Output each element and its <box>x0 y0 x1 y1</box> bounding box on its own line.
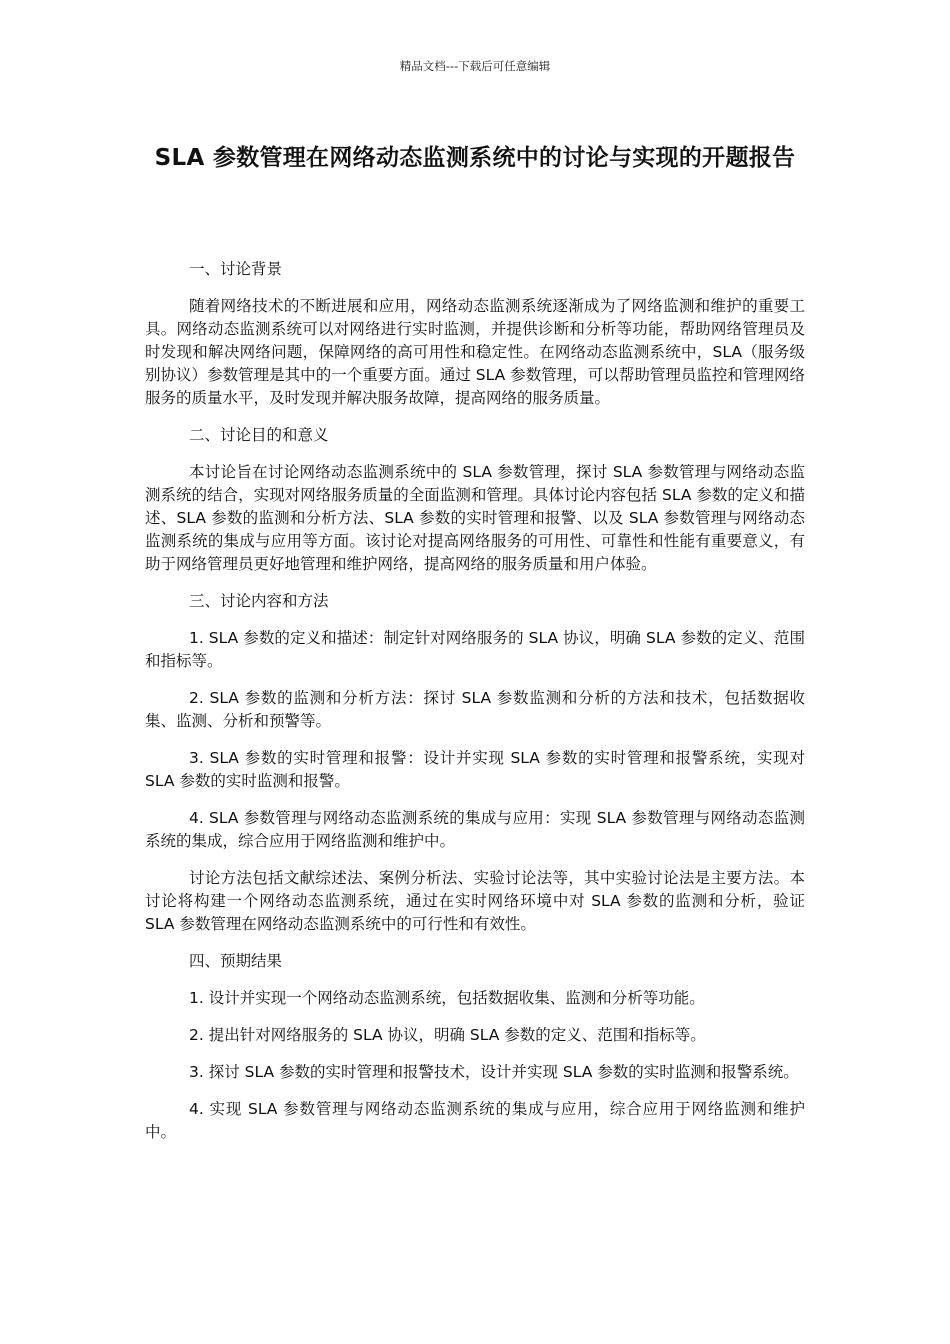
paragraph: 讨论方法包括文献综述法、案例分析法、实验讨论法等，其中实验讨论法是主要方法。本讨论将构建一个网络动态监测系统，通过在实时网络环境中对 SLA 参数的监测和分析，验证 SLA 参数管理在网络动态监测系统中的可行性和有效性。 <box>145 869 805 933</box>
list-item: 1. SLA 参数的定义和描述：制定针对网络服务的 SLA 协议，明确 SLA 参数的定义、范围和指标等。 <box>145 629 805 670</box>
section-heading-content-methods: 三、讨论内容和方法 <box>189 592 329 610</box>
list-item: 2. 提出针对网络服务的 SLA 协议，明确 SLA 参数的定义、范围和指标等。 <box>189 1026 706 1044</box>
list-item: 3. SLA 参数的实时管理和报警：设计并实现 SLA 参数的实时管理和报警系统，实现对 SLA 参数的实时监测和报警。 <box>145 749 805 790</box>
list-item: 3. 探讨 SLA 参数的实时管理和报警技术，设计并实现 SLA 参数的实时监测和报警系统。 <box>189 1063 799 1081</box>
paragraph: 随着网络技术的不断进展和应用，网络动态监测系统逐渐成为了网络监测和维护的重要工具。网络动态监测系统可以对网络进行实时监测，并提供诊断和分析等功能，帮助网络管理员及时发现和解决网络问题，保障网络的高可用性和稳定性。在网络动态监测系统中，SLA（服务级别协议）参数管理是其中的一个重要方面。通过 SLA 参数管理，可以帮助管理员监控和管理网络服务的质量水平，及时发现并解决服务故障，提高网络的服务质量。 <box>145 297 805 407</box>
section-heading-expected-results: 四、预期结果 <box>189 952 283 970</box>
list-item: 4. SLA 参数管理与网络动态监测系统的集成与应用：实现 SLA 参数管理与网络动态监测系统的集成，综合应用于网络监测和维护中。 <box>145 809 805 850</box>
section-heading-background: 一、讨论背景 <box>189 260 283 278</box>
list-item: 1. 设计并实现一个网络动态监测系统，包括数据收集、监测和分析等功能。 <box>189 989 705 1007</box>
document-title: SLA 参数管理在网络动态监测系统中的讨论与实现的开题报告 <box>154 145 796 171</box>
page-header: 精品文档---下载后可任意编辑 <box>399 59 551 73</box>
document-body <box>145 258 805 1158</box>
list-item: 4. 实现 SLA 参数管理与网络动态监测系统的集成与应用，综合应用于网络监测和维护中。 <box>145 1100 805 1141</box>
list-item: 2. SLA 参数的监测和分析方法：探讨 SLA 参数监测和分析的方法和技术，包括数据收集、监测、分析和预警等。 <box>145 689 805 730</box>
section-heading-purpose: 二、讨论目的和意义 <box>189 426 329 444</box>
paragraph: 本讨论旨在讨论网络动态监测系统中的 SLA 参数管理，探讨 SLA 参数管理与网络动态监测系统的结合，实现对网络服务质量的全面监测和管理。具体讨论内容包括 SLA 参数的定义和描述、SLA 参数的监测和分析方法、SLA 参数的实时管理和报警、以及 SLA 参数管理与网络动态监测系统的集成与应用等方面。该讨论对提高网络服务的可用性、可靠性和性能有重要意义，有助于网络管理员更好地管理和维护网络，提高网络的服务质量和用户体验。 <box>145 463 805 573</box>
